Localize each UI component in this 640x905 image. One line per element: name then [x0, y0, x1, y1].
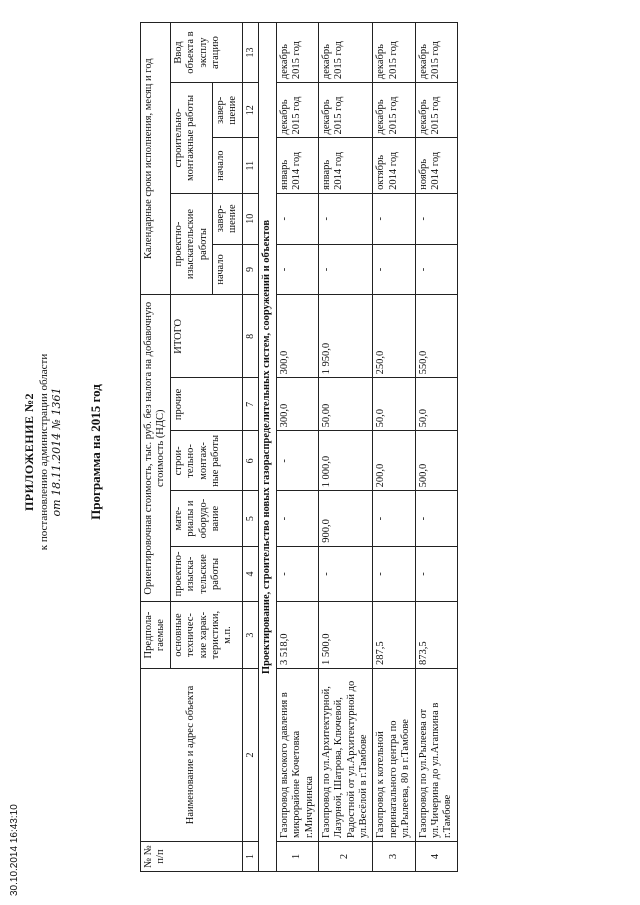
header-design-start: начало — [212, 244, 242, 295]
col-number: 9 — [242, 244, 259, 295]
row-total: 300,0 — [276, 295, 318, 378]
row-design-start: - — [318, 244, 373, 295]
row-name: Газопровод к котельной перинатального центра по ул.Рылеева, 80 в г.Тамбове — [373, 669, 415, 842]
row-constr-end: декабрь 2015 год — [276, 83, 318, 138]
handwritten-date-number: от 18.11.2014 № 1361 — [50, 387, 63, 517]
row-commission: декабрь 2015 год — [415, 23, 457, 83]
row-constr-start: январь 2014 год — [276, 138, 318, 193]
row-constr-end: декабрь 2015 год — [415, 83, 457, 138]
section-row — [259, 23, 276, 872]
col-number: 2 — [242, 669, 259, 842]
row-other: 300,0 — [276, 378, 318, 431]
header-total: ИТОГО — [170, 295, 242, 378]
col-number: 8 — [242, 295, 259, 378]
header-construction: строи- тельно- монтаж- ные работы — [170, 431, 242, 491]
col-number: 11 — [242, 138, 259, 193]
header-block — [20, 22, 63, 882]
header-constr-start: начало — [212, 138, 242, 193]
row-name: Газопровод высокого давления в микрорайоне Кочетовка г.Мичуринска — [276, 669, 318, 842]
row-commission: декабрь 2015 год — [318, 23, 373, 83]
row-materials: - — [276, 491, 318, 546]
row-constr-start: ноябрь 2014 год — [415, 138, 457, 193]
row-num: 4 — [415, 842, 457, 872]
table-row — [373, 23, 415, 872]
col-number: 5 — [242, 491, 259, 546]
row-other: 50,0 — [373, 378, 415, 431]
row-materials: - — [415, 491, 457, 546]
header-materials: мате- риалы и оборудо- вание — [170, 491, 242, 546]
header-cost-group: Ориентировочная стоимость, тыс. руб. без налога на добавочную стоимость (НДС) — [141, 295, 171, 602]
col-number: 12 — [242, 83, 259, 138]
col-number: 3 — [242, 602, 259, 669]
table-row — [276, 23, 318, 872]
header-params: основные техничес- кие харак- теристики, м.п. — [170, 602, 242, 669]
col-number: 13 — [242, 23, 259, 83]
resolution-ref: к постановлению администрации области — [38, 353, 50, 551]
col-number: 6 — [242, 431, 259, 491]
row-num: 2 — [318, 842, 373, 872]
table-row — [318, 23, 373, 872]
row-constr-start: октябрь 2014 год — [373, 138, 415, 193]
header-schedule-group: Календарные сроки исполнения, месяц и год — [141, 23, 171, 295]
row-survey: - — [415, 546, 457, 601]
fax-timestamp: 30.10.2014 16:43:10 — [9, 804, 20, 896]
col-number: 10 — [242, 193, 259, 244]
section-title: Проектирование, строительство новых газораспределительных систем, сооружений и объектов — [259, 23, 276, 872]
row-construction: 1 000,0 — [318, 431, 373, 491]
rotated-page — [20, 22, 620, 882]
row-length: 287,5 — [373, 602, 415, 669]
column-numbers-row — [242, 23, 259, 872]
header-construction-works: строительно- монтажные работы — [170, 83, 212, 194]
header-design-works: проектно- изыскательские работы — [170, 193, 212, 295]
row-materials: 900,0 — [318, 491, 373, 546]
header-design-end: завер- шение — [212, 193, 242, 244]
row-construction: 500,0 — [415, 431, 457, 491]
row-design-start: - — [373, 244, 415, 295]
row-design-end: - — [373, 193, 415, 244]
header-params-group: Предпола- гаемые — [141, 602, 171, 669]
row-construction: - — [276, 431, 318, 491]
row-total: 250,0 — [373, 295, 415, 378]
row-num: 3 — [373, 842, 415, 872]
row-construction: 200,0 — [373, 431, 415, 491]
header-other: прочие — [170, 378, 242, 431]
row-length: 3 518,0 — [276, 602, 318, 669]
header-num: № № п/п — [141, 842, 243, 872]
col-number: 7 — [242, 378, 259, 431]
header-name: Наименование и адрес объекта — [141, 669, 243, 842]
row-other: 50,00 — [318, 378, 373, 431]
row-design-end: - — [415, 193, 457, 244]
row-name: Газопровод по ул.Рылеева от ул.Чичерина до ул.Агапкина в г.Тамбове — [415, 669, 457, 842]
col-number: 1 — [242, 842, 259, 872]
row-total: 550,0 — [415, 295, 457, 378]
row-design-start: - — [276, 244, 318, 295]
row-materials: - — [373, 491, 415, 546]
header-row-1 — [141, 23, 171, 872]
col-number: 4 — [242, 546, 259, 601]
row-name: Газопровод по ул.Архитектурной, Лазурной, Шатрова, Ключевой, Радостной от ул.Архитектурной до ул.Весёлой в г.Тамбове — [318, 669, 373, 842]
row-other: 50,0 — [415, 378, 457, 431]
header-commission: Ввод объекта в эксплу атацию — [170, 23, 242, 83]
row-total: 1 950,0 — [318, 295, 373, 378]
row-design-end: - — [318, 193, 373, 244]
row-design-end: - — [276, 193, 318, 244]
document-title: Программа на 2015 год — [88, 384, 103, 520]
row-commission: декабрь 2015 год — [373, 23, 415, 83]
row-constr-end: декабрь 2015 год — [373, 83, 415, 138]
row-survey: - — [318, 546, 373, 601]
row-survey: - — [276, 546, 318, 601]
row-constr-end: декабрь 2015 год — [318, 83, 373, 138]
row-survey: - — [373, 546, 415, 601]
program-table — [140, 22, 458, 872]
row-length: 1 500,0 — [318, 602, 373, 669]
row-constr-start: январь 2014 год — [318, 138, 373, 193]
table-row — [415, 23, 457, 872]
header-survey: проектно- изыска- тельские работы — [170, 546, 242, 601]
row-design-start: - — [415, 244, 457, 295]
appendix-title: ПРИЛОЖЕНИЕ №2 — [22, 392, 36, 512]
row-num: 1 — [276, 842, 318, 872]
header-constr-end: завер- шение — [212, 83, 242, 138]
row-length: 873,5 — [415, 602, 457, 669]
row-commission: декабрь 2015 год — [276, 23, 318, 83]
